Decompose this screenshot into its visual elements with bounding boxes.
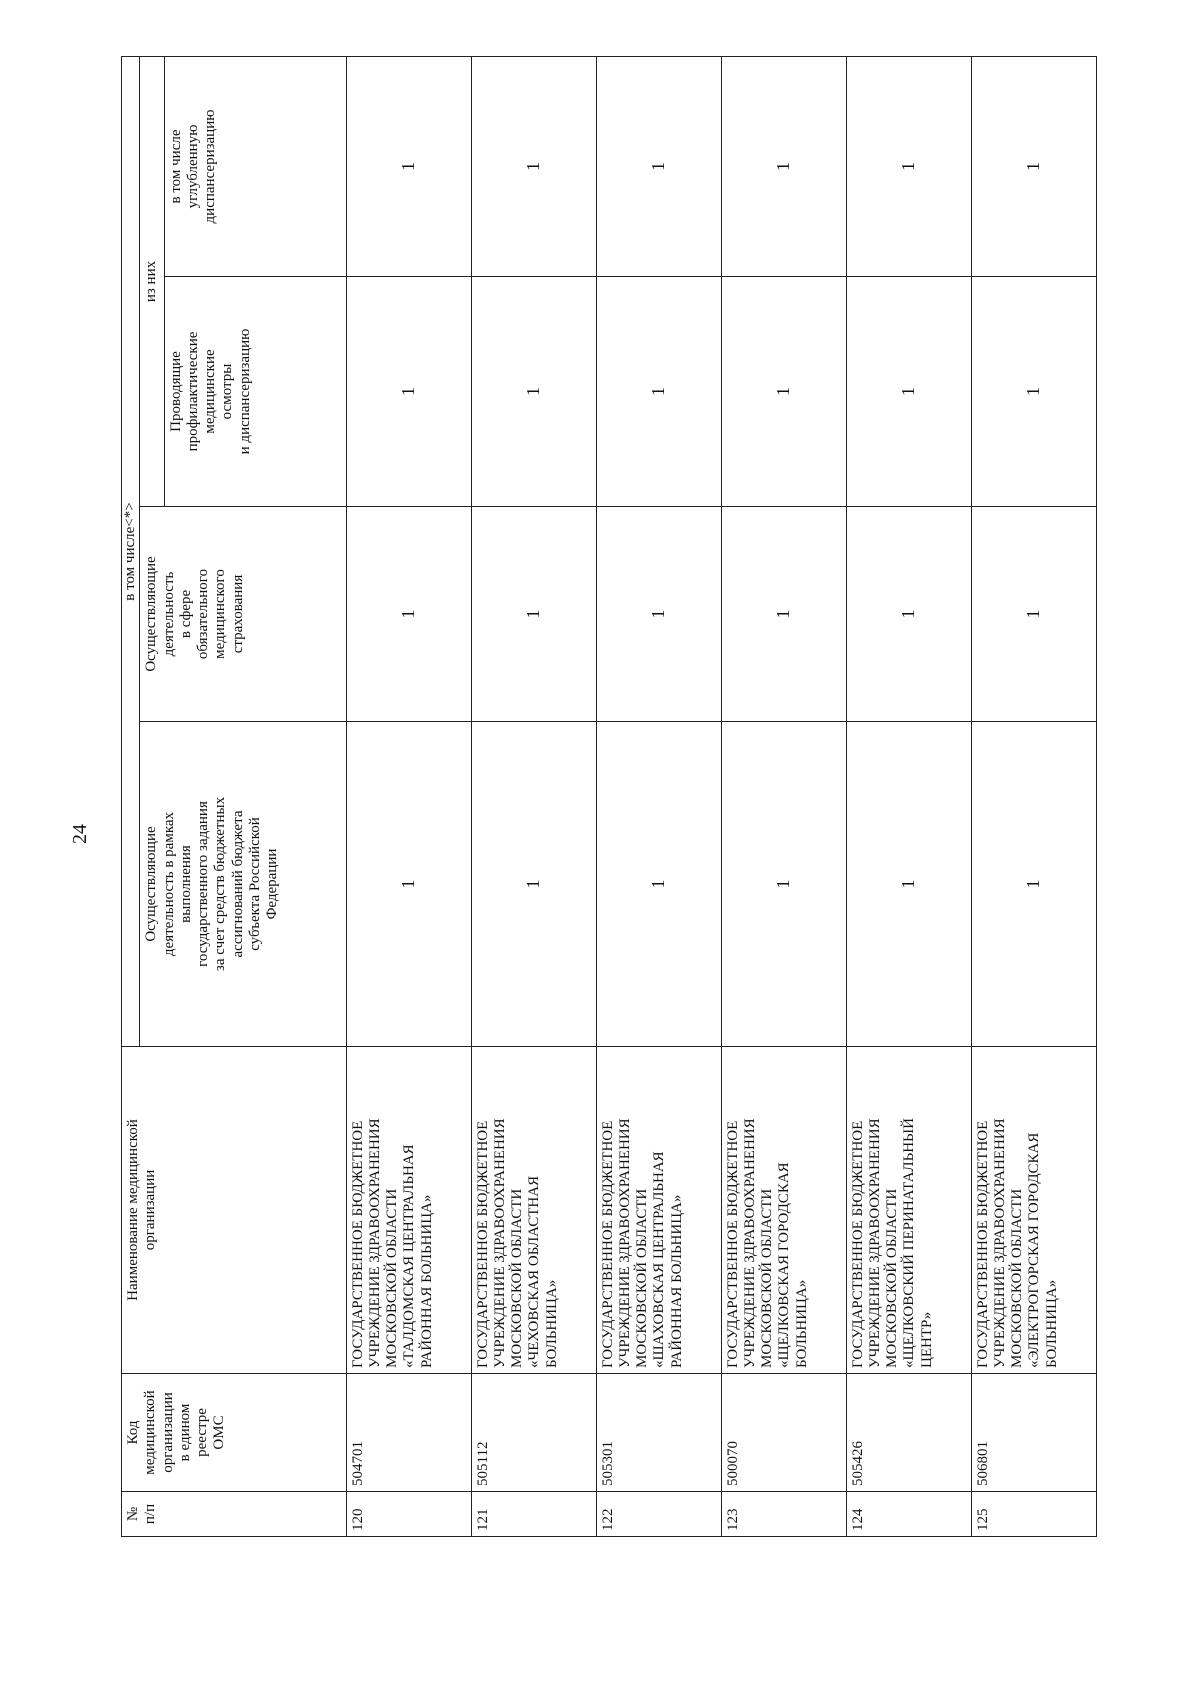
row-oms-value: 1	[846, 507, 971, 722]
row-state-task-value: 1	[846, 722, 971, 1047]
table-row	[846, 57, 971, 1537]
row-oms-value: 1	[471, 507, 596, 722]
row-number: 120	[346, 1492, 471, 1537]
row-in-depth-dispensarization-value: 1	[346, 57, 471, 277]
row-preventive-exams-value: 1	[721, 277, 846, 507]
table-row	[471, 57, 596, 1537]
row-in-depth-dispensarization-value: 1	[721, 57, 846, 277]
row-oms-value: 1	[721, 507, 846, 722]
header-preventive-exams: Проводящие профилактические медицинские осмотры и диспансеризацию	[164, 277, 346, 507]
table-row	[971, 57, 1096, 1537]
row-state-task-value: 1	[596, 722, 721, 1047]
table-row	[346, 57, 471, 1537]
table-body	[346, 57, 1096, 1537]
row-oms-value: 1	[346, 507, 471, 722]
header-code: Код медицинской организации в едином реестре ОМС	[122, 1374, 347, 1492]
header-oms-activity: Осуществляющие деятельность в сфере обязательного медицинского страхования	[140, 507, 346, 722]
page-number: 24	[68, 824, 91, 844]
row-organization-name: ГОСУДАРСТВЕННОЕ БЮДЖЕТНОЕ УЧРЕЖДЕНИЕ ЗДРАВООХРАНЕНИЯ МОСКОВСКОЙ ОБЛАСТИ «ЩЕЛКОВСКАЯ ГОРОДСКАЯ БОЛЬНИЦА»	[721, 1047, 846, 1374]
row-organization-name: ГОСУДАРСТВЕННОЕ БЮДЖЕТНОЕ УЧРЕЖДЕНИЕ ЗДРАВООХРАНЕНИЯ МОСКОВСКОЙ ОБЛАСТИ «ЧЕХОВСКАЯ ОБЛАСТНАЯ БОЛЬНИЦА»	[471, 1047, 596, 1374]
row-number: 124	[846, 1492, 971, 1537]
row-organization-name: ГОСУДАРСТВЕННОЕ БЮДЖЕТНОЕ УЧРЕЖДЕНИЕ ЗДРАВООХРАНЕНИЯ МОСКОВСКОЙ ОБЛАСТИ «ЩЕЛКОВСКИЙ ПЕРИНАТАЛЬНЫЙ ЦЕНТР»	[846, 1047, 971, 1374]
row-number: 121	[471, 1492, 596, 1537]
row-code: 505426	[846, 1374, 971, 1492]
row-state-task-value: 1	[471, 722, 596, 1047]
row-number: 122	[596, 1492, 721, 1537]
row-preventive-exams-value: 1	[971, 277, 1096, 507]
row-state-task-value: 1	[971, 722, 1096, 1047]
table-row	[721, 57, 846, 1537]
header-in-depth-dispensarization: в том числе углубленную диспансеризацию	[164, 57, 346, 277]
row-preventive-exams-value: 1	[471, 277, 596, 507]
row-preventive-exams-value: 1	[596, 277, 721, 507]
row-code: 500070	[721, 1374, 846, 1492]
row-code: 504701	[346, 1374, 471, 1492]
header-including-group: в том числе<*>	[122, 57, 140, 1047]
row-preventive-exams-value: 1	[846, 277, 971, 507]
row-state-task-value: 1	[346, 722, 471, 1047]
rotated-page-content	[121, 57, 1091, 1537]
medical-organizations-table	[121, 56, 1097, 1537]
header-state-task: Осуществляющие деятельность в рамках выполнения государственного задания за счет средств бюджетных ассигнований бюджета субъекта Российской Федерации	[140, 722, 346, 1047]
row-preventive-exams-value: 1	[346, 277, 471, 507]
row-oms-value: 1	[596, 507, 721, 722]
row-code: 506801	[971, 1374, 1096, 1492]
row-number: 125	[971, 1492, 1096, 1537]
table-row	[596, 57, 721, 1537]
header-organization-name: Наименование медицинской организации	[122, 1047, 347, 1374]
row-code: 505301	[596, 1374, 721, 1492]
header-number: № п/п	[122, 1492, 347, 1537]
row-organization-name: ГОСУДАРСТВЕННОЕ БЮДЖЕТНОЕ УЧРЕЖДЕНИЕ ЗДРАВООХРАНЕНИЯ МОСКОВСКОЙ ОБЛАСТИ «ТАЛДОМСКАЯ ЦЕНТРАЛЬНАЯ РАЙОННАЯ БОЛЬНИЦА»	[346, 1047, 471, 1374]
row-in-depth-dispensarization-value: 1	[596, 57, 721, 277]
row-in-depth-dispensarization-value: 1	[846, 57, 971, 277]
row-oms-value: 1	[971, 507, 1096, 722]
row-organization-name: ГОСУДАРСТВЕННОЕ БЮДЖЕТНОЕ УЧРЕЖДЕНИЕ ЗДРАВООХРАНЕНИЯ МОСКОВСКОЙ ОБЛАСТИ «ШАХОВСКАЯ ЦЕНТРАЛЬНАЯ РАЙОННАЯ БОЛЬНИЦА»	[596, 1047, 721, 1374]
row-in-depth-dispensarization-value: 1	[971, 57, 1096, 277]
row-organization-name: ГОСУДАРСТВЕННОЕ БЮДЖЕТНОЕ УЧРЕЖДЕНИЕ ЗДРАВООХРАНЕНИЯ МОСКОВСКОЙ ОБЛАСТИ «ЭЛЕКТРОГОРСКАЯ ГОРОДСКАЯ БОЛЬНИЦА»	[971, 1047, 1096, 1374]
row-in-depth-dispensarization-value: 1	[471, 57, 596, 277]
header-of-them: из них	[140, 57, 164, 507]
row-state-task-value: 1	[721, 722, 846, 1047]
row-number: 123	[721, 1492, 846, 1537]
table-header	[122, 57, 347, 1537]
row-code: 505112	[471, 1374, 596, 1492]
